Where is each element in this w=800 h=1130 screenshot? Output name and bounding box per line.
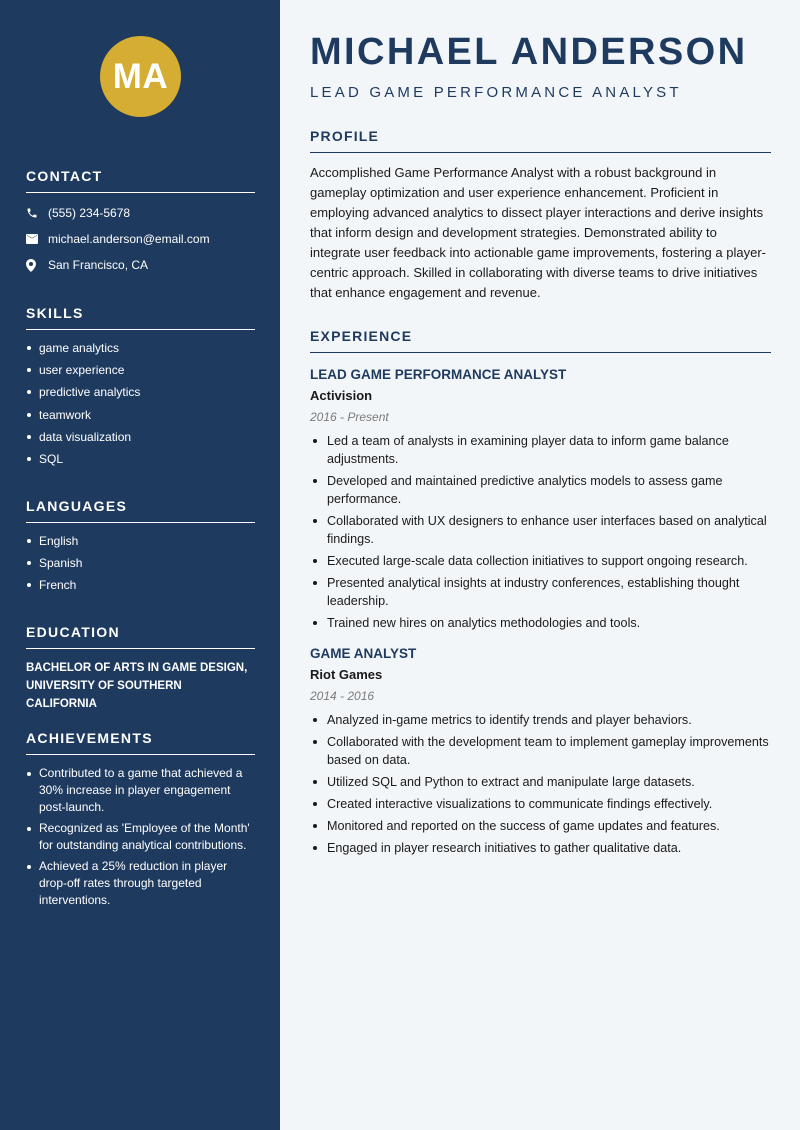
list-item: Led a team of analysts in examining player data to inform game balance adjustments. [310, 432, 771, 468]
list-item: Contributed to a game that achieved a 30% increase in player engagement post-launch. [26, 765, 255, 816]
experience-section [310, 328, 771, 861]
list-item: data visualization [26, 429, 255, 445]
skills-section [26, 305, 255, 473]
list-item: Monitored and reported on the success of game updates and features. [310, 817, 771, 835]
location-text: San Francisco, CA [48, 258, 149, 272]
profile-section [310, 128, 771, 303]
list-item: predictive analytics [26, 384, 255, 400]
list-item: Recognized as 'Employee of the Month' for outstanding analytical contributions. [26, 820, 255, 854]
list-item: game analytics [26, 340, 255, 356]
job-entry [310, 367, 771, 632]
languages-section [26, 498, 255, 600]
list-item: Trained new hires on analytics methodologies and tools. [310, 614, 771, 632]
phone-icon [26, 207, 48, 219]
job-bullets [310, 711, 771, 857]
phone-text: (555) 234-5678 [48, 206, 131, 220]
job-entry [310, 646, 771, 857]
job-company: Activision [310, 388, 373, 403]
job-dates: 2014 - 2016 [310, 689, 375, 703]
achievements-title: ACHIEVEMENTS [26, 730, 255, 755]
contact-phone [26, 205, 255, 221]
job-dates: 2016 - Present [310, 410, 389, 424]
list-item: Executed large-scale data collection initiatives to support ongoing research. [310, 552, 771, 570]
contact-location [26, 257, 255, 273]
location-pin-icon [26, 259, 48, 272]
list-item: Collaborated with UX designers to enhance user interfaces based on analytical findings. [310, 512, 771, 548]
job-title: GAME ANALYST [310, 646, 417, 661]
skills-title: SKILLS [26, 305, 255, 330]
candidate-name: MICHAEL ANDERSON [310, 31, 748, 73]
achievements-list [26, 765, 255, 909]
list-item: Developed and maintained predictive analytics models to assess game performance. [310, 472, 771, 508]
experience-title: EXPERIENCE [310, 328, 771, 353]
job-bullets [310, 432, 771, 632]
job-title: LEAD GAME PERFORMANCE ANALYST [310, 367, 567, 382]
email-icon [26, 234, 48, 244]
education-title: EDUCATION [26, 624, 255, 649]
profile-text: Accomplished Game Performance Analyst with a robust background in gameplay optimization and user experience enhancement. Proficient in employing advanced analytics to dissect player interactions and derive insights that inform design and development strategies. Demonstrated ability to integrate user feedback into actionable game improvements, fostering a player-centric approach. Skilled in collaborating with diverse teams to drive initiatives that enhance engagement and revenue. [310, 165, 766, 300]
achievements-section [26, 730, 255, 913]
education-degree: BACHELOR OF ARTS IN GAME DESIGN, UNIVERSITY OF SOUTHERN CALIFORNIA [26, 662, 248, 710]
list-item: Achieved a 25% reduction in player drop-off rates through targeted interventions. [26, 858, 255, 909]
list-item: Utilized SQL and Python to extract and manipulate large datasets. [310, 773, 771, 791]
list-item: French [26, 577, 255, 593]
list-item: Presented analytical insights at industry conferences, establishing thought leadership. [310, 574, 771, 610]
languages-list [26, 533, 255, 593]
job-company: Riot Games [310, 667, 383, 682]
profile-title: PROFILE [310, 128, 771, 153]
languages-title: LANGUAGES [26, 498, 255, 523]
contact-email [26, 231, 255, 247]
contact-section [26, 168, 255, 273]
skills-list [26, 340, 255, 467]
candidate-role: LEAD GAME PERFORMANCE ANALYST [310, 84, 682, 101]
list-item: user experience [26, 362, 255, 378]
list-item: Created interactive visualizations to communicate findings effectively. [310, 795, 771, 813]
education-section [26, 624, 255, 713]
list-item: Engaged in player research initiatives to gather qualitative data. [310, 839, 771, 857]
list-item: Spanish [26, 555, 255, 571]
list-item: English [26, 533, 255, 549]
list-item: teamwork [26, 407, 255, 423]
sidebar [0, 0, 280, 1130]
list-item: SQL [26, 451, 255, 467]
list-item: Analyzed in-game metrics to identify trends and player behaviors. [310, 711, 771, 729]
contact-title: CONTACT [26, 168, 255, 193]
email-text: michael.anderson@email.com [48, 232, 210, 246]
avatar: MA [100, 36, 181, 117]
list-item: Collaborated with the development team to implement gameplay improvements based on data. [310, 733, 771, 769]
